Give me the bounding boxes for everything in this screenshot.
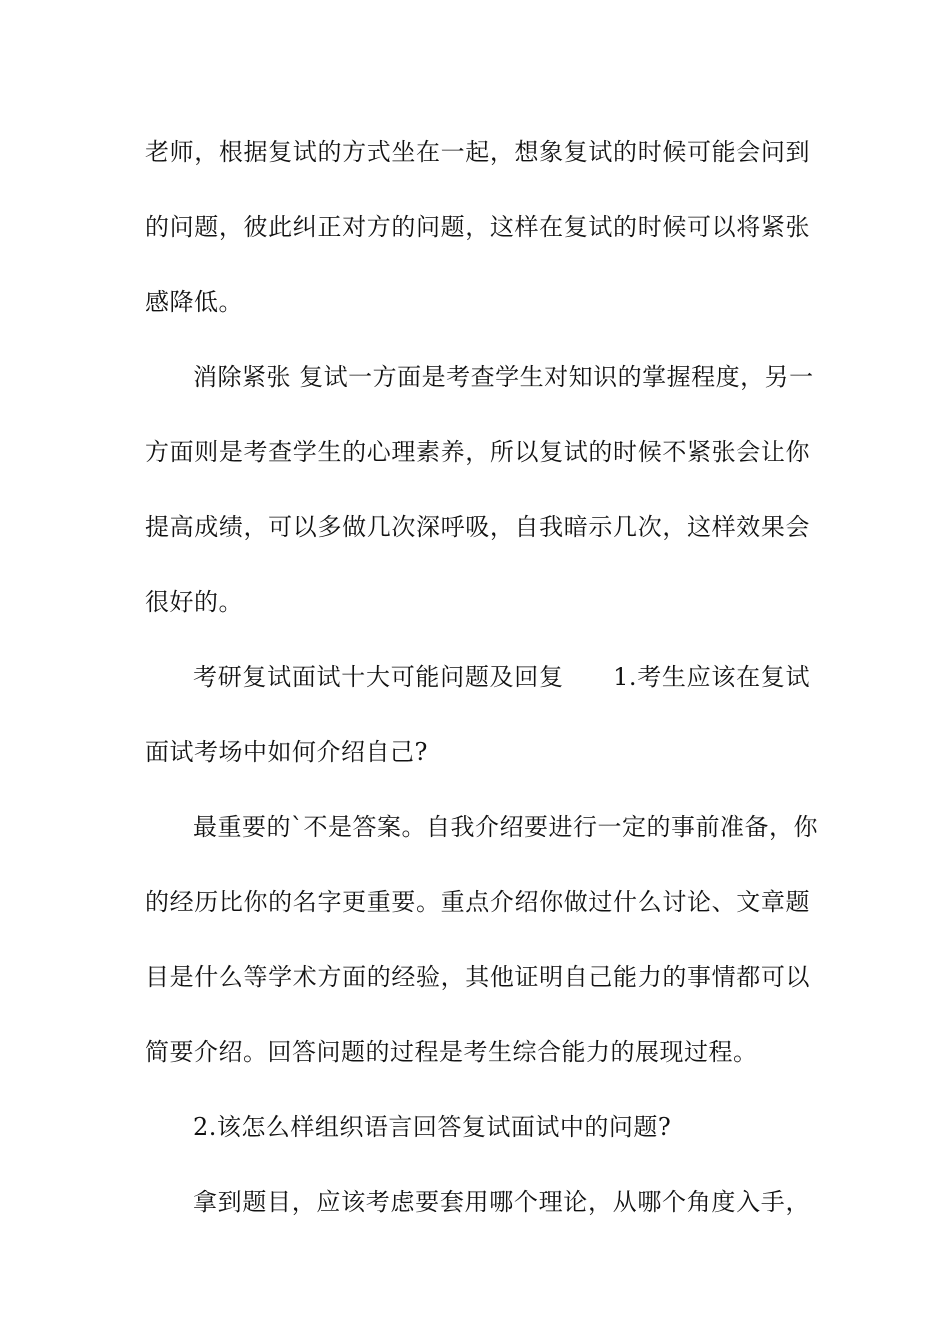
text-line-14: 2.该怎么样组织语言回答复试面试中的问题?: [193, 1113, 672, 1141]
text-line-5: 方面则是考查学生的心理素养，所以复试的时候不紧张会让你: [145, 438, 810, 466]
text-line-12: 目是什么等学术方面的经验，其他证明自己能力的事情都可以: [145, 963, 810, 991]
text-line-1: 老师，根据复试的方式坐在一起，想象复试的时候可能会问到: [145, 138, 810, 166]
text-line-15: 拿到题目，应该考虑要套用哪个理论，从哪个角度入手，: [193, 1188, 810, 1216]
text-line-10: 最重要的`不是答案。自我介绍要进行一定的事前准备，你: [193, 813, 818, 841]
text-line-2: 的问题，彼此纠正对方的问题，这样在复试的时候可以将紧张: [145, 213, 810, 241]
text-line-11: 的经历比你的名字更重要。重点介绍你做过什么讨论、文章题: [145, 888, 810, 916]
text-line-9: 面试考场中如何介绍自己?: [145, 738, 428, 766]
text-line-3: 感降低。: [145, 288, 243, 316]
text-line-7: 很好的。: [145, 588, 243, 616]
text-line-4: 消除紧张 复试一方面是考查学生对知识的掌握程度，另一: [193, 363, 814, 391]
text-line-6: 提高成绩，可以多做几次深呼吸，自我暗示几次，这样效果会: [145, 513, 810, 541]
text-line-8: 考研复试面试十大可能问题及回复 1.考生应该在复试: [193, 663, 810, 691]
text-line-13: 简要介绍。回答问题的过程是考生综合能力的展现过程。: [145, 1038, 758, 1066]
